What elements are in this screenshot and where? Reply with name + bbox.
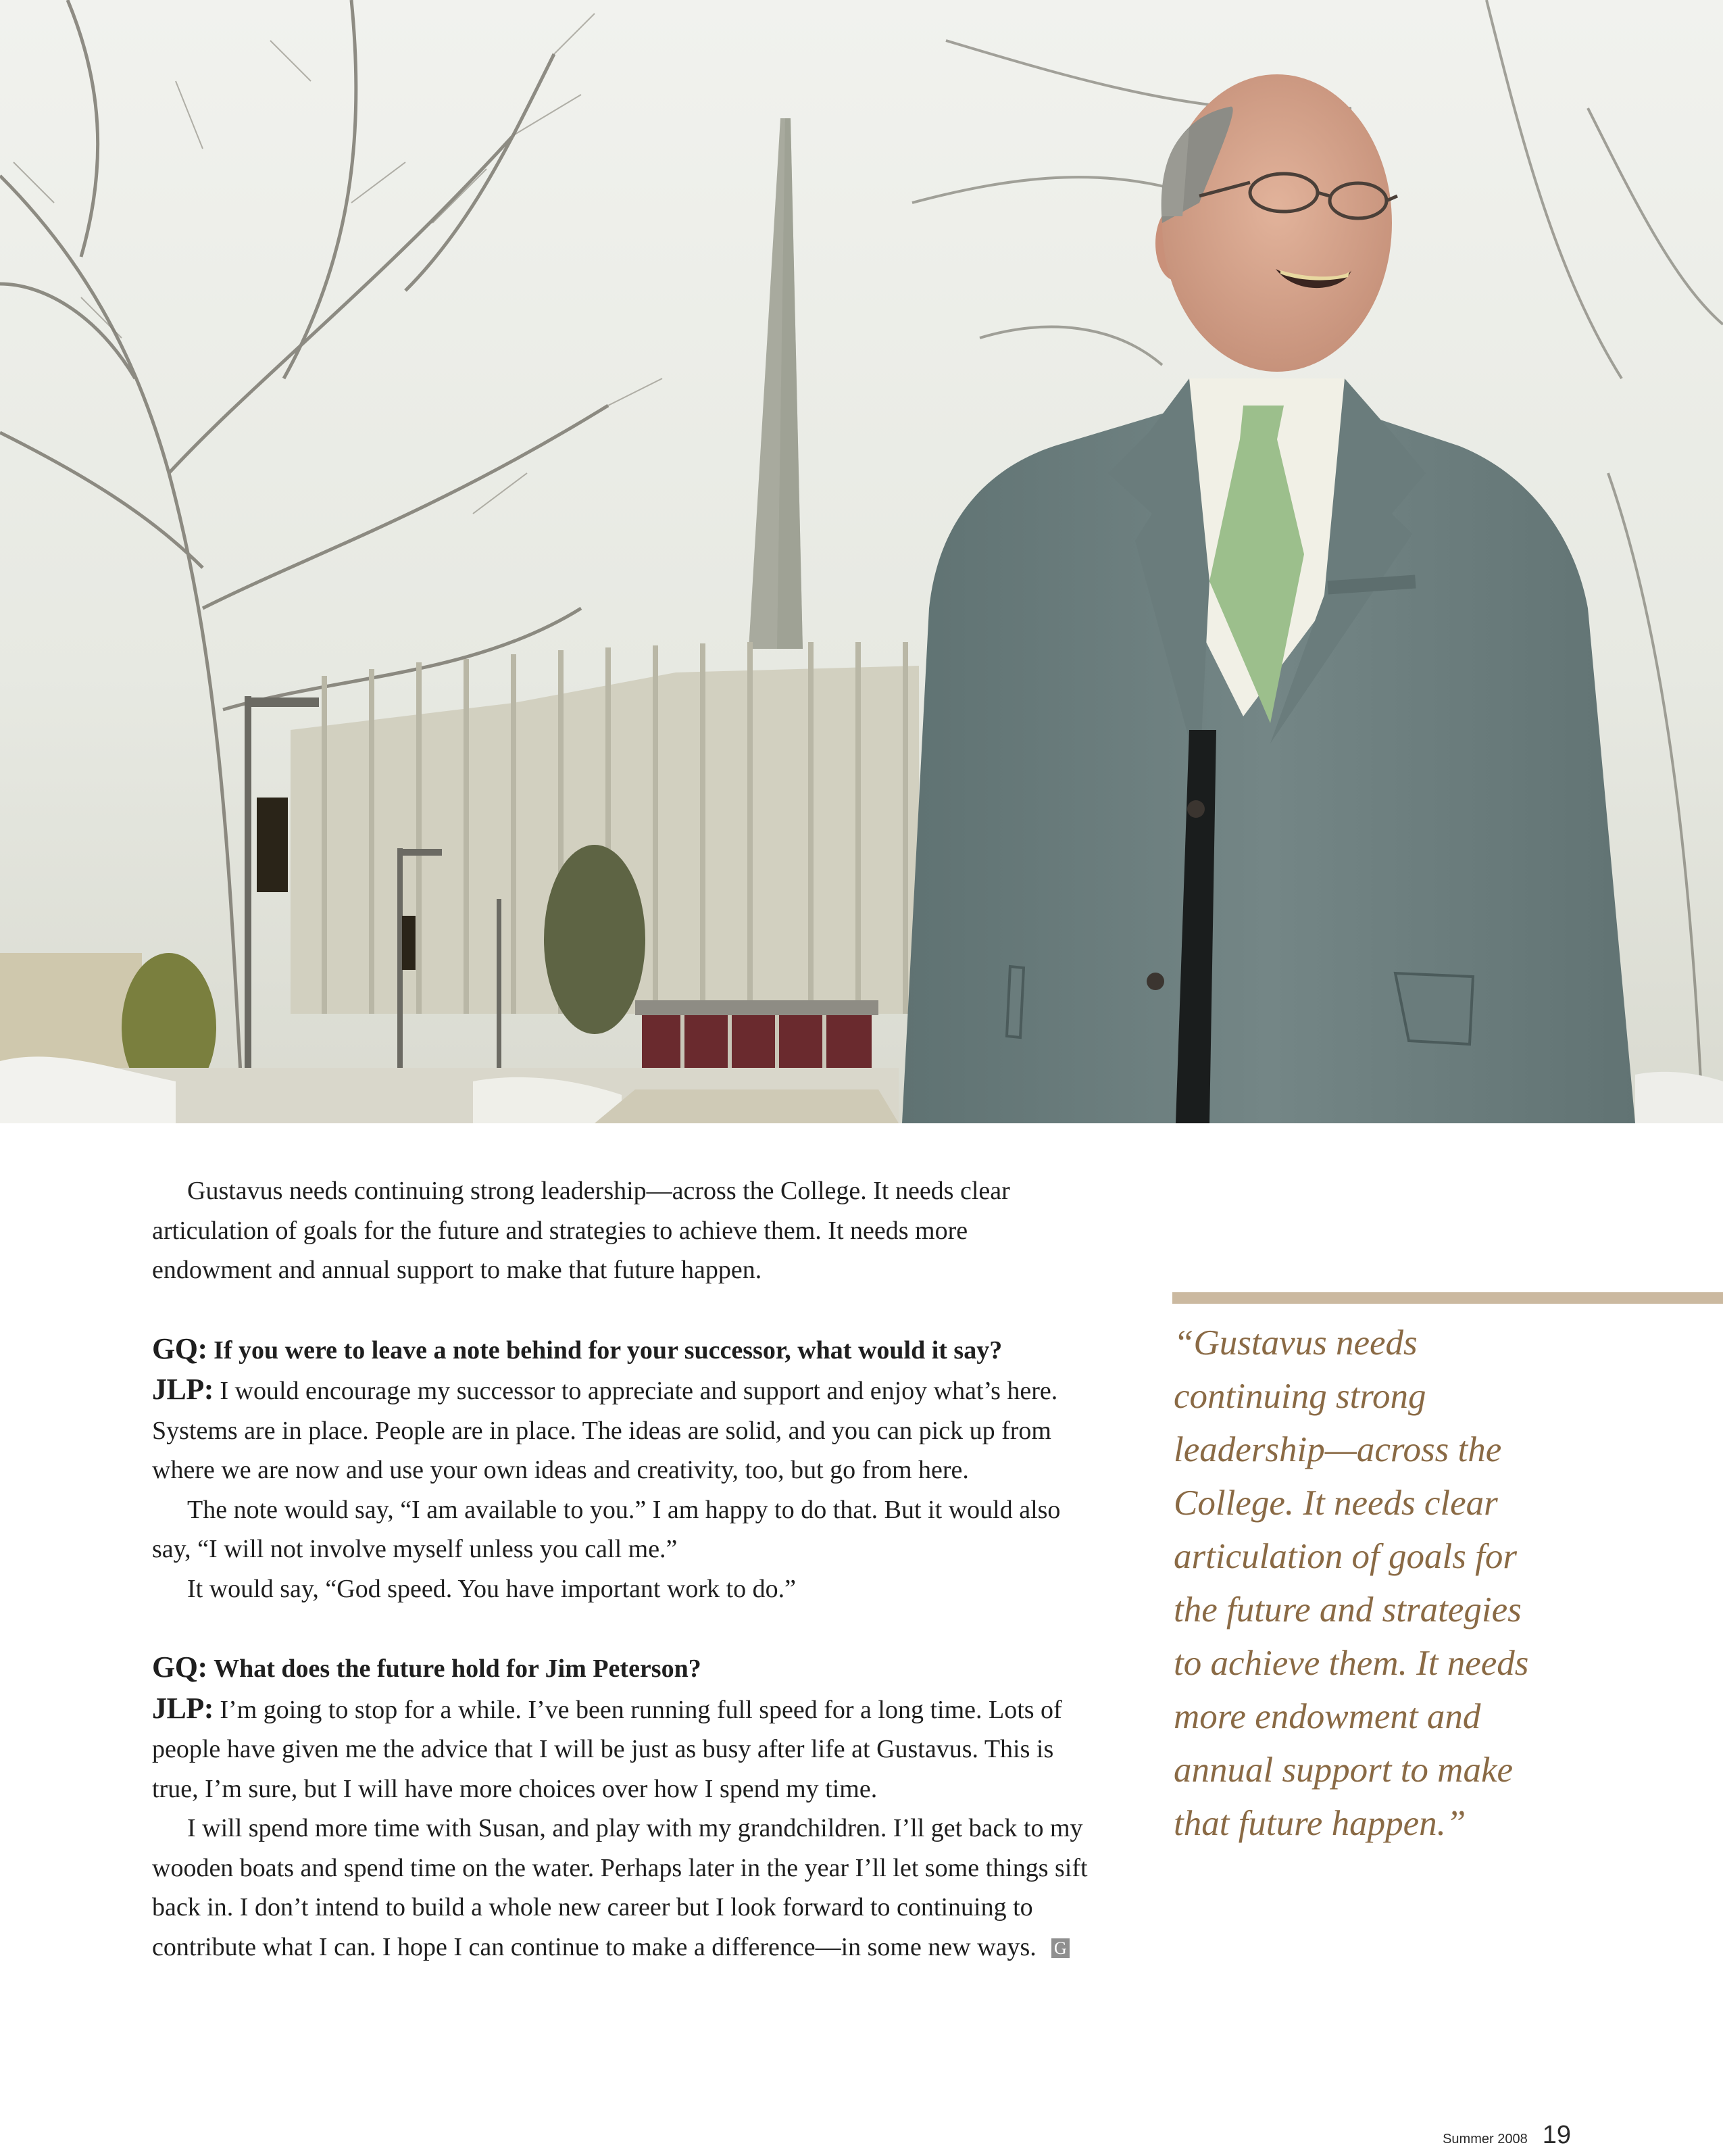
end-of-article-mark-icon: G bbox=[1051, 1938, 1070, 1958]
question-text: What does the future hold for Jim Peterson? bbox=[214, 1655, 701, 1683]
chapel-entrance-canopy bbox=[635, 1000, 878, 1015]
article-body bbox=[152, 1171, 1091, 1967]
walkway bbox=[595, 1089, 899, 1123]
man-head bbox=[1162, 74, 1392, 372]
respondent-tag: JLP: bbox=[152, 1691, 214, 1725]
interviewer-tag: GQ: bbox=[152, 1331, 207, 1365]
answer-1-para-3: It would say, “God speed. You have important work to do.” bbox=[187, 1574, 796, 1603]
evergreen-tree bbox=[544, 845, 645, 1034]
pullquote-line: annual support to make bbox=[1174, 1750, 1513, 1790]
pullquote-line: leadership—across the bbox=[1174, 1430, 1502, 1469]
suit-button bbox=[1147, 973, 1164, 990]
answer-1-para-1 bbox=[152, 1370, 1091, 1490]
pullquote-line: more endowment and bbox=[1174, 1697, 1481, 1736]
answer-1-para-2: The note would say, “I am available to you.” I am happy to do that. But it would also say, “I will not involve myself unless you call me.” bbox=[152, 1495, 1061, 1563]
pullquote-line: to achieve them. It needs bbox=[1174, 1644, 1529, 1683]
pullquote-rule bbox=[1172, 1292, 1723, 1304]
pullquote-line: that future happen.” bbox=[1174, 1804, 1466, 1843]
answer-2-para-1 bbox=[152, 1689, 1091, 1809]
hip-pocket bbox=[1395, 973, 1473, 1044]
page-number: 19 bbox=[1542, 2121, 1571, 2149]
pullquote-line: “Gustavus needs bbox=[1174, 1323, 1418, 1363]
pullquote bbox=[1174, 1317, 1647, 1851]
side-building bbox=[0, 953, 142, 1075]
suit-button bbox=[1187, 800, 1205, 818]
pullquote-line: continuing strong bbox=[1174, 1377, 1426, 1416]
question-1 bbox=[152, 1329, 1091, 1371]
banner bbox=[402, 916, 416, 970]
answer-text: I’m going to stop for a while. I’ve been running full speed for a long time. Lots of people have given me the advice that I will be just as busy after life at Gustavus. This is true, I’m sure, but I will have more choices over how I spend my time. bbox=[152, 1695, 1062, 1803]
answer-text: I will spend more time with Susan, and play with my grandchildren. I’ll get back to my wooden boats and spend time on the water. Perhaps later in the year I’ll let some things sift back in. I don’t intend to build a whole new career but I look forward to continuing to contribute what I can. I hope I can continue to make a difference—in some new ways. bbox=[152, 1814, 1088, 1961]
pullquote-line: College. It needs clear bbox=[1174, 1484, 1498, 1523]
respondent-tag: JLP: bbox=[152, 1373, 214, 1406]
answer-text: I would encourage my successor to appreciate and support and enjoy what’s here. Systems are in place. People are in place. The ideas are solid, and you can pick up from where we are now and use your own ideas and creativity, too, but go from here. bbox=[152, 1377, 1058, 1484]
question-text: If you were to leave a note behind for your successor, what would it say? bbox=[214, 1336, 1003, 1365]
pullquote-line: the future and strategies bbox=[1174, 1590, 1522, 1630]
section-spacer bbox=[152, 1290, 1091, 1329]
answer-2-para-2 bbox=[152, 1809, 1091, 1967]
page-folio bbox=[1443, 2121, 1571, 2150]
section-spacer bbox=[152, 1609, 1091, 1648]
interviewer-tag: GQ: bbox=[152, 1650, 207, 1684]
banner bbox=[257, 798, 288, 892]
issue-label: Summer 2008 bbox=[1443, 2132, 1528, 2147]
intro-paragraph: Gustavus needs continuing strong leadership—across the College. It needs clear articulation of goals for the future and strategies to achieve them. It needs more endowment and annual support to make that future happen. bbox=[152, 1177, 1010, 1284]
question-2 bbox=[152, 1648, 1091, 1689]
pullquote-line: articulation of goals for bbox=[1174, 1537, 1517, 1576]
